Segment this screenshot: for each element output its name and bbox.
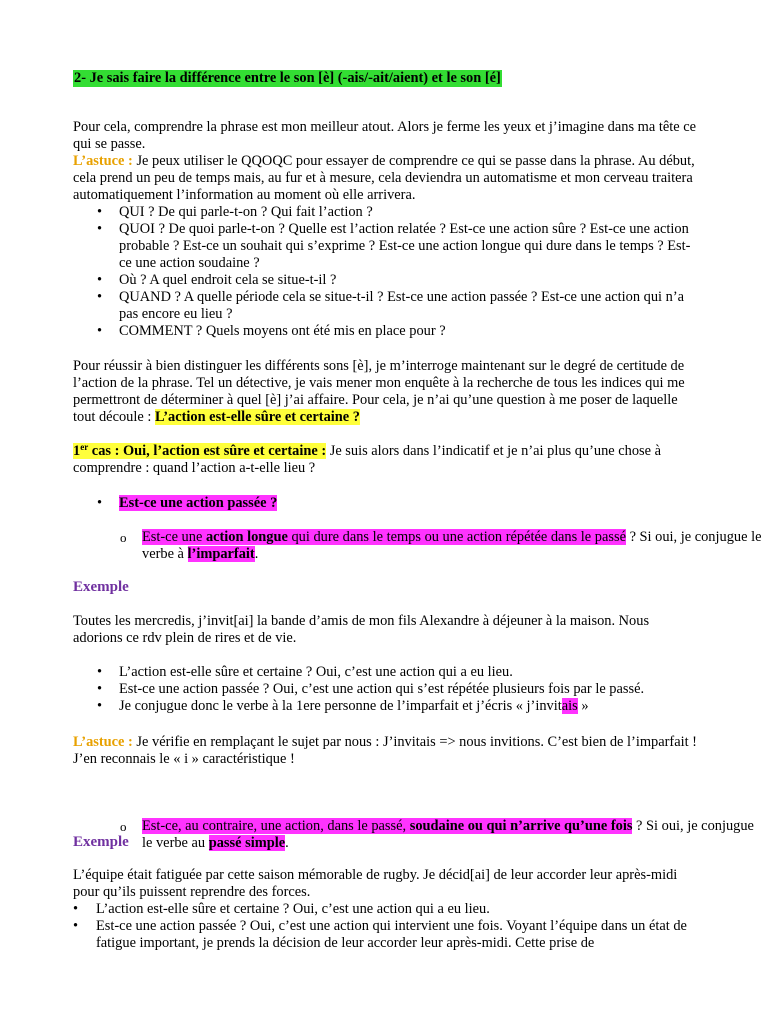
list-item: • Où ? A quel endroit cela se situe-t-il ?: [73, 272, 698, 289]
ending-highlight: ais: [561, 698, 578, 714]
cas-label: cas : Oui, l’action est sûre et certaine :: [88, 443, 327, 459]
exemple-2: [73, 867, 698, 952]
list-item: • Est-ce une action passée ? Oui, c’est une action qui s’est répétée plusieurs fois par le passé.: [73, 681, 698, 698]
list-item: • COMMENT ? Quels moyens ont été mis en place pour ?: [73, 323, 698, 340]
rule-highlight: Est-ce, au contraire, une action, dans le passé, soudaine ou qui n’arrive qu’une fois: [142, 818, 633, 834]
exemple-1: [73, 613, 698, 715]
list-item: • Est-ce une action passée ? Oui, c’est une action qui intervient une fois. Voyant l’équipe dans un état de fatigue important, je prends la décision de leur accorder leur après-midi. Cette prise de: [73, 918, 698, 952]
cas-ordinal: er: [80, 442, 89, 452]
cas-1-heading: [73, 443, 326, 459]
rule-highlight: Est-ce une action longue qui dure dans le temps ou une action répétée dans le passé: [142, 529, 626, 545]
cas-1-paragraph: [73, 443, 698, 477]
astuce-label: L’astuce :: [73, 734, 133, 750]
astuce-paragraph: [73, 153, 698, 204]
passe-simple-term: passé simple: [208, 835, 286, 851]
astuce-text: Je peux utiliser le QQOQC pour essayer de comprendre ce qui se passe dans la phrase. Au début, cela prend un peu de temps mais, au fur et à mesure, cela deviendra un automatisme et mon cerveau traitera automatiquement l’information au moment où elle arrivera.: [73, 153, 695, 203]
passee-question: Est-ce une action passée ?: [119, 495, 278, 511]
exemple-2-text: L’équipe était fatiguée par cette saison mémorable de rugby. Je décid[ai] de leur accorder leur après-midi pour qu’ils puissent reprendre des forces.: [73, 867, 678, 900]
list-item: • L’action est-elle sûre et certaine ? Oui, c’est une action qui a eu lieu.: [73, 664, 698, 681]
list-item: • QUOI ? De quoi parle-t-on ? Quelle est l’action relatée ? Est-ce une action sûre ? Est-ce une action probable ? Est-ce un souhait qui s’exprime ? Est-ce une action longue qui dure dans le temps ? Est-ce une action soudaine ?: [73, 221, 698, 272]
astuce-2-paragraph: [73, 734, 698, 768]
list-item: • L’action est-elle sûre et certaine ? Oui, c’est une action qui a eu lieu.: [73, 901, 698, 918]
certitude-paragraph: [73, 358, 698, 426]
imparfait-term: l’imparfait: [187, 546, 255, 562]
exemple-heading: Exemple: [73, 834, 129, 850]
certitude-text: Pour réussir à bien distinguer les différents sons [è], je m’interroge maintenant sur le degré de certitude de l’action de la phrase. Tel un détective, je vais mener mon enquête à la recherche de tous les indices qui me permettront de déterminer à quel [è] j’ai affaire. Pour cela, je n’ai qu’une question à me poser de laquelle tout découle :: [73, 358, 685, 425]
imparfait-rule: o Est-ce une action longue qui dure dans le temps ou une action répétée dans le passé ? Si oui, je conjugue le verbe à l’imparfait.: [73, 529, 767, 563]
list-item: • QUAND ? A quelle période cela se situe-t-il ? Est-ce une action passée ? Est-ce une action qui n’a pas encore eu lieu ?: [73, 289, 698, 323]
list-item: • Je conjugue donc le verbe à la 1ere personne de l’imparfait et j’écris « j’invitais »: [73, 698, 698, 715]
intro-paragraph: Pour cela, comprendre la phrase est mon meilleur atout. Alors je ferme les yeux et j’imagine dans ma tête ce qui se passe.: [73, 119, 696, 152]
cas-number: 1: [73, 443, 81, 459]
qqoqc-list: [73, 204, 698, 340]
list-item: [73, 495, 698, 512]
cas-1-text: Je suis alors dans l’indicatif et je n’ai plus qu’une chose à comprendre : quand l’action a-t-elle lieu ?: [73, 443, 662, 476]
astuce-2-text: Je vérifie en remplaçant le sujet par nous : J’invitais => nous invitions. C’est bien de l’imparfait ! J’en reconnais le « i » caractéristique !: [73, 734, 697, 767]
key-question: L’action est-elle sûre et certaine ?: [154, 409, 360, 425]
intro-section: [73, 119, 698, 340]
exemple-2-list: [73, 901, 698, 952]
passe-simple-rule: o Est-ce, au contraire, une action, dans le passé, soudaine ou qui n’arrive qu’une fois ? Si oui, je conjugue le verbe au passé simple.: [73, 818, 767, 852]
exemple-1-text: Toutes les mercredis, j’invit[ai] la bande d’amis de mon fils Alexandre à déjeuner à la maison. Nous adorions ce rdv plein de rires et de vie.: [73, 613, 650, 646]
astuce-label: L’astuce :: [73, 153, 133, 169]
passee-list: [73, 495, 698, 512]
list-item: • QUI ? De qui parle-t-on ? Qui fait l’action ?: [73, 204, 698, 221]
section-heading: 2- Je sais faire la différence entre le son [è] (-ais/-ait/aient) et le son [é]: [74, 70, 501, 86]
exemple-1-list: [73, 664, 698, 715]
exemple-heading: Exemple: [73, 579, 129, 595]
